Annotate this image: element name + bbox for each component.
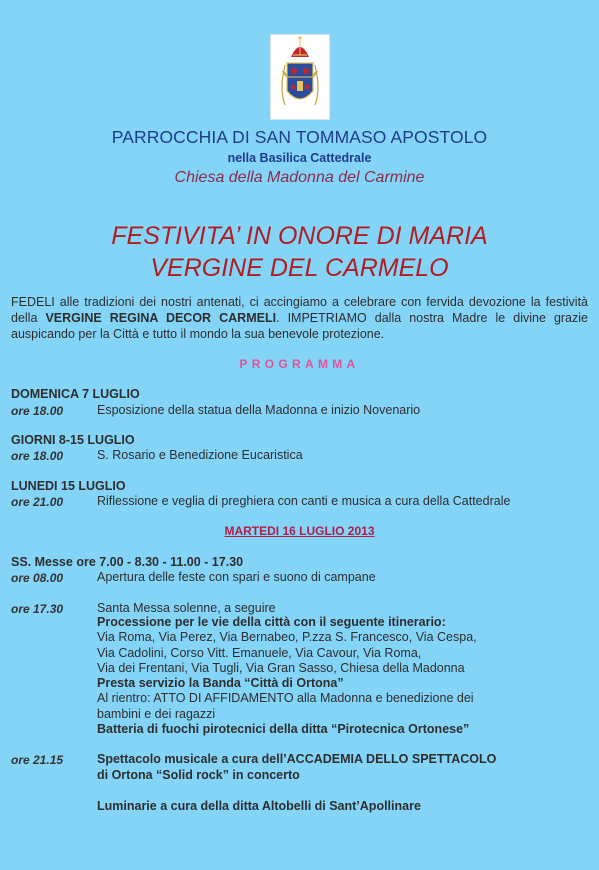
concert-line-2: di Ortona “Solid rock” in concerto bbox=[97, 768, 300, 782]
event-time: ore 17.30 bbox=[11, 602, 64, 616]
fireworks-note: Batteria di fuochi pirotecnici della ditta “Pirotecnica Ortonese” bbox=[97, 722, 470, 737]
procession-itinerary bbox=[97, 615, 517, 737]
church-name: Chiesa della Madonna del Carmine bbox=[174, 169, 425, 186]
route-line: Via Roma, Via Perez, Via Bernabeo, P.zza S. Francesco, Via Cespa, bbox=[97, 630, 477, 645]
parish-crest bbox=[270, 34, 330, 120]
event-time: ore 21.15 bbox=[11, 753, 64, 767]
feast-title-line-1: FESTIVITA’ IN ONORE DI MARIA bbox=[111, 222, 488, 250]
procession-heading: Processione per le vie della città con il seguente itinerario: bbox=[97, 615, 446, 629]
return-note-line-1: Al rientro: ATTO DI AFFIDAMENTO alla Madonna e benedizione dei bbox=[97, 691, 474, 706]
lights-note: Luminarie a cura della ditta Altobelli di Sant’Apollinare bbox=[97, 799, 421, 813]
event-description: Riflessione e veglia di preghiera con canti e musica a cura della Cattedrale bbox=[97, 494, 511, 508]
masses-schedule: SS. Messe ore 7.00 - 8.30 - 11.00 - 17.30 bbox=[11, 555, 244, 569]
basilica-subtitle: nella Basilica Cattedrale bbox=[227, 151, 372, 165]
feast-title-line-2: VERGINE DEL CARMELO bbox=[150, 254, 449, 282]
intro-paragraph bbox=[11, 294, 588, 342]
parish-name: PARROCCHIA DI SAN TOMMASO APOSTOLO bbox=[111, 127, 488, 147]
event-description: S. Rosario e Benedizione Eucaristica bbox=[97, 448, 303, 462]
concert-line-1: Spettacolo musicale a cura dell’ACCADEMIA DELLO SPETTACOLO bbox=[97, 752, 497, 766]
programma-heading: PROGRAMMA bbox=[239, 357, 360, 371]
intro-bold-text: VERGINE REGINA DECOR CARMELI bbox=[45, 311, 277, 325]
day-heading: GIORNI 8-15 LUGLIO bbox=[11, 433, 135, 447]
day-heading: DOMENICA 7 LUGLIO bbox=[11, 387, 140, 401]
route-line: Via Cadolini, Corso Vitt. Emanuele, Via Cavour, Via Roma, bbox=[97, 645, 422, 660]
event-description: Esposizione della statua della Madonna e inizio Novenario bbox=[97, 403, 421, 417]
intro-text-1: FEDELI alle tradizioni dei nostri antenati, ci accingiamo a celebrare con fervida devozione la festività della bbox=[11, 295, 588, 325]
event-time: ore 08.00 bbox=[11, 571, 64, 585]
band-note: Presta servizio la Banda “Città di Ortona” bbox=[97, 676, 344, 691]
return-note-line-2: bambini e dei ragazzi bbox=[97, 706, 216, 721]
event-time: ore 18.00 bbox=[11, 449, 64, 463]
tuesday-heading: MARTEDI 16 LUGLIO 2013 bbox=[224, 524, 375, 538]
event-description: Apertura delle feste con spari e suono di campane bbox=[97, 570, 376, 584]
day-heading: LUNEDI 15 LUGLIO bbox=[11, 479, 126, 493]
event-description: Santa Messa solenne, a seguire bbox=[97, 601, 276, 615]
intro-text-2: . IMPETRIAMO dalla nostra Madre le divine grazie auspicando per la Città e tutto il mondo la sua benevole protezione. bbox=[11, 311, 588, 341]
route-line: Via dei Frentani, Via Tugli, Via Gran Sasso, Chiesa della Madonna bbox=[97, 660, 465, 675]
crest-emblem-icon bbox=[271, 35, 329, 119]
event-time: ore 18.00 bbox=[11, 404, 64, 418]
event-time: ore 21.00 bbox=[11, 495, 64, 509]
